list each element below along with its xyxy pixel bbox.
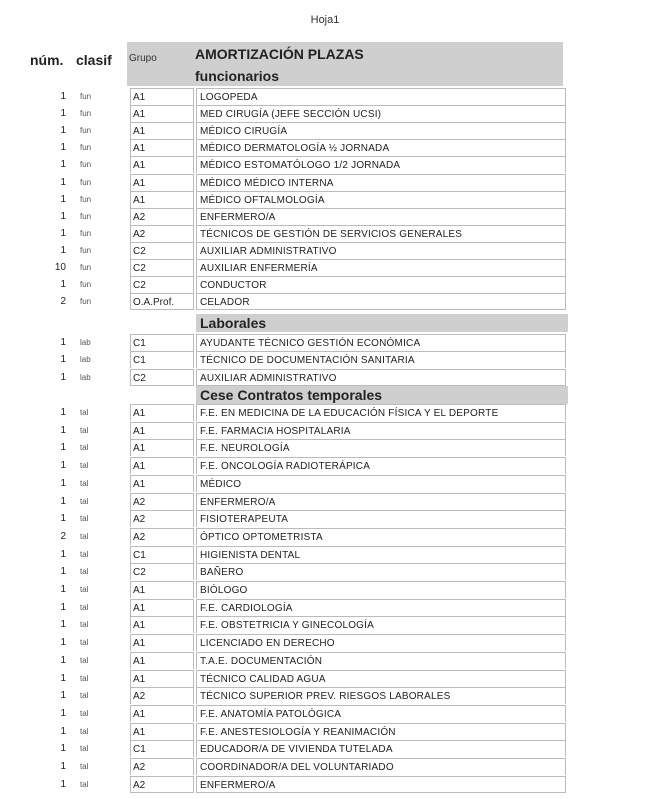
row-grupo: C1 — [130, 351, 194, 368]
table-row — [40, 88, 570, 105]
row-clasif: tal — [80, 461, 89, 471]
row-num: 1 — [60, 513, 66, 525]
row-name: COORDINADOR/A DEL VOLUNTARIADO — [196, 758, 566, 775]
table-row — [40, 369, 570, 386]
row-grupo: C2 — [130, 242, 194, 259]
row-grupo: A1 — [130, 191, 194, 208]
row-clasif: tal — [80, 779, 89, 789]
row-num: 1 — [60, 584, 66, 595]
row-name: AYUDANTE TÉCNICO GESTIÓN ECONÓMICA — [196, 334, 566, 351]
row-grupo: C1 — [130, 546, 194, 563]
table-row — [40, 616, 570, 633]
title-band — [127, 42, 563, 86]
row-name: ÓPTICO OPTOMETRISTA — [196, 528, 566, 545]
row-clasif: tal — [80, 408, 89, 417]
row-num: 1 — [60, 159, 66, 171]
row-num: 1 — [60, 108, 66, 120]
row-grupo: A1 — [130, 88, 194, 105]
row-grupo: A1 — [130, 174, 194, 191]
row-clasif: fun — [80, 280, 92, 290]
row-clasif: tal — [80, 567, 89, 577]
row-num: 10 — [54, 262, 66, 273]
table-row — [40, 242, 570, 259]
row-name: F.E. ANESTESIOLOGÍA Y REANIMACIÓN — [196, 723, 566, 740]
row-name: T.A.E. DOCUMENTACIÓN — [196, 652, 566, 669]
row-grupo: A2 — [130, 758, 194, 775]
table-row — [40, 191, 570, 208]
row-name: MÉDICO — [196, 475, 566, 492]
row-num: 1 — [60, 244, 66, 256]
row-grupo: A1 — [130, 705, 194, 722]
table-row — [40, 174, 570, 191]
table-row — [40, 225, 570, 242]
row-num: 1 — [60, 725, 66, 737]
row-clasif: fun — [80, 92, 92, 101]
row-name: MÉDICO ESTOMATÓLOGO 1/2 JORNADA — [196, 156, 566, 173]
row-grupo: A1 — [130, 634, 194, 651]
row-clasif: tal — [80, 443, 89, 453]
row-clasif: tal — [80, 602, 89, 612]
row-grupo: A1 — [130, 122, 194, 139]
row-name: TÉCNICO DE DOCUMENTACIÓN SANITARIA — [196, 351, 566, 368]
row-clasif: fun — [80, 245, 92, 255]
row-grupo: A1 — [130, 723, 194, 740]
row-name: F.E. FARMACIA HOSPITALARIA — [196, 422, 566, 439]
row-grupo: C2 — [130, 369, 194, 386]
table-title: AMORTIZACIÓN PLAZAS — [195, 46, 364, 62]
table-row — [40, 563, 570, 580]
row-name: MÉDICO OFTALMOLOGÍA — [196, 191, 566, 208]
row-grupo: A1 — [130, 652, 194, 669]
row-name: TÉCNICO SUPERIOR PREV. RIESGOS LABORALES — [196, 687, 566, 704]
table-row — [40, 105, 570, 122]
row-clasif: tal — [80, 585, 89, 594]
row-num: 1 — [60, 601, 66, 613]
row-clasif: tal — [80, 549, 89, 559]
table-row — [40, 493, 570, 510]
row-name: LICENCIADO EN DERECHO — [196, 634, 566, 651]
row-clasif: fun — [80, 126, 92, 136]
row-clasif: fun — [80, 211, 92, 221]
row-clasif: tal — [80, 655, 89, 665]
row-num: 1 — [60, 337, 66, 348]
row-num: 1 — [60, 637, 66, 649]
row-name: TÉCNICOS DE GESTIÓN DE SERVICIOS GENERALES — [196, 225, 566, 242]
row-num: 1 — [60, 424, 66, 436]
row-grupo: A2 — [130, 208, 194, 225]
table-row — [40, 276, 570, 293]
row-grupo: A2 — [130, 510, 194, 527]
table-row — [40, 581, 570, 598]
row-clasif: tal — [80, 620, 89, 630]
row-grupo: A1 — [130, 581, 194, 598]
row-grupo: A1 — [130, 422, 194, 439]
table-row — [40, 404, 570, 421]
row-num: 1 — [60, 407, 66, 418]
row-clasif: fun — [80, 160, 92, 170]
row-name: MÉDICO MÉDICO INTERNA — [196, 174, 566, 191]
table-row — [40, 475, 570, 492]
row-clasif: tal — [80, 638, 89, 648]
column-header-grupo: Grupo — [129, 53, 157, 64]
row-num: 1 — [60, 495, 66, 507]
row-name: MED CIRUGÍA (JEFE SECCIÓN UCSI) — [196, 105, 566, 122]
row-clasif: fun — [80, 228, 92, 238]
row-name: TÉCNICO CALIDAD AGUA — [196, 670, 566, 687]
row-num: 1 — [60, 566, 66, 578]
row-name: F.E. ONCOLOGÍA RADIOTERÁPICA — [196, 457, 566, 474]
row-num: 1 — [60, 442, 66, 454]
row-name: HIGIENISTA DENTAL — [196, 546, 566, 563]
row-grupo: A2 — [130, 687, 194, 704]
row-clasif: fun — [80, 263, 92, 272]
row-clasif: fun — [80, 177, 92, 187]
row-num: 2 — [60, 296, 66, 308]
table-row — [40, 293, 570, 310]
row-grupo: C1 — [130, 334, 194, 351]
row-clasif: lab — [80, 338, 91, 347]
row-clasif: fun — [80, 194, 92, 204]
table-row — [40, 758, 570, 775]
row-grupo: A1 — [130, 457, 194, 474]
row-num: 1 — [60, 672, 66, 684]
table-row — [40, 208, 570, 225]
row-num: 1 — [60, 477, 66, 489]
row-clasif: tal — [80, 762, 89, 771]
row-num: 1 — [60, 548, 66, 560]
row-grupo: C2 — [130, 563, 194, 580]
row-clasif: tal — [80, 496, 89, 506]
row-name: BIÓLOGO — [196, 581, 566, 598]
row-num: 1 — [60, 743, 66, 755]
section-title-funcionarios: funcionarios — [195, 68, 280, 84]
row-grupo: A1 — [130, 156, 194, 173]
row-name: CELADOR — [196, 293, 566, 310]
row-grupo: A1 — [130, 139, 194, 156]
column-header-clasif: clasif — [76, 52, 112, 68]
table-row — [40, 457, 570, 474]
row-num: 1 — [60, 142, 66, 154]
row-num: 1 — [60, 354, 66, 366]
row-num: 1 — [60, 371, 66, 383]
row-name: ENFERMERO/A — [196, 493, 566, 510]
row-name: LOGOPEDA — [196, 88, 566, 105]
row-grupo: C1 — [130, 740, 194, 757]
row-num: 1 — [60, 193, 66, 205]
table-row — [40, 259, 570, 276]
row-clasif: tal — [80, 691, 89, 701]
row-name: F.E. OBSTETRICIA Y GINECOLOGÍA — [196, 616, 566, 633]
row-clasif: fun — [80, 143, 92, 153]
sheet-title: Hoja1 — [310, 14, 340, 26]
table-row — [40, 599, 570, 616]
section-title-laborales: Laborales — [196, 314, 568, 332]
row-clasif: tal — [80, 673, 89, 683]
row-name: AUXILIAR ENFERMERÍA — [196, 259, 566, 276]
row-clasif: fun — [80, 297, 92, 307]
table-row — [40, 634, 570, 651]
row-name: F.E. NEUROLOGÍA — [196, 439, 566, 456]
row-grupo: A1 — [130, 439, 194, 456]
table-row — [40, 139, 570, 156]
row-grupo: A1 — [130, 404, 194, 421]
row-clasif: fun — [80, 109, 92, 119]
row-grupo: A2 — [130, 225, 194, 242]
row-num: 1 — [60, 707, 66, 719]
table-row — [40, 351, 570, 368]
row-grupo: C2 — [130, 259, 194, 276]
table-row — [40, 156, 570, 173]
row-grupo: A2 — [130, 493, 194, 510]
row-num: 1 — [60, 778, 66, 790]
table-row — [40, 723, 570, 740]
row-grupo: A2 — [130, 776, 194, 793]
row-name: AUXILIAR ADMINISTRATIVO — [196, 242, 566, 259]
section-title-cese-contratos: Cese Contratos temporales — [196, 386, 568, 404]
row-clasif: tal — [80, 425, 89, 435]
row-name: AUXILIAR ADMINISTRATIVO — [196, 369, 566, 386]
row-grupo: A1 — [130, 616, 194, 633]
table-row — [40, 422, 570, 439]
table-row — [40, 705, 570, 722]
table-row — [40, 546, 570, 563]
row-num: 1 — [60, 227, 66, 239]
row-num: 1 — [60, 210, 66, 222]
row-grupo: A1 — [130, 475, 194, 492]
row-name: EDUCADOR/A DE VIVIENDA TUTELADA — [196, 740, 566, 757]
table-row — [40, 776, 570, 793]
table-row — [40, 122, 570, 139]
table-row — [40, 670, 570, 687]
row-clasif: tal — [80, 514, 89, 524]
row-grupo: O.A.Prof. — [130, 293, 194, 310]
row-grupo: A1 — [130, 599, 194, 616]
table-row — [40, 687, 570, 704]
row-name: MÉDICO CIRUGÍA — [196, 122, 566, 139]
row-name: F.E. EN MEDICINA DE LA EDUCACIÓN FÍSICA Y EL DEPORTE — [196, 404, 566, 421]
row-num: 1 — [60, 176, 66, 188]
row-name: ENFERMERO/A — [196, 776, 566, 793]
row-num: 1 — [60, 91, 66, 102]
row-num: 1 — [60, 619, 66, 631]
row-num: 1 — [60, 125, 66, 137]
table-row — [40, 652, 570, 669]
table-row — [40, 528, 570, 545]
table-row — [40, 510, 570, 527]
row-name: BAÑERO — [196, 563, 566, 580]
table-row — [40, 334, 570, 351]
row-name: MÉDICO DERMATOLOGÍA ½ JORNADA — [196, 139, 566, 156]
row-clasif: tal — [80, 726, 89, 736]
column-header-num: núm. — [30, 52, 64, 68]
row-clasif: tal — [80, 478, 89, 488]
row-num: 1 — [60, 460, 66, 472]
row-name: CONDUCTOR — [196, 276, 566, 293]
row-num: 1 — [60, 654, 66, 666]
row-num: 1 — [60, 279, 66, 291]
row-grupo: A2 — [130, 528, 194, 545]
row-grupo: A1 — [130, 105, 194, 122]
row-num: 1 — [60, 690, 66, 702]
row-clasif: tal — [80, 708, 89, 718]
row-clasif: lab — [80, 372, 91, 382]
row-clasif: tal — [80, 744, 89, 754]
table-row — [40, 439, 570, 456]
table-row — [40, 740, 570, 757]
row-name: FISIOTERAPEUTA — [196, 510, 566, 527]
row-num: 2 — [60, 530, 66, 542]
row-name: F.E. ANATOMÍA PATOLÓGICA — [196, 705, 566, 722]
row-name: ENFERMERO/A — [196, 208, 566, 225]
row-grupo: A1 — [130, 670, 194, 687]
row-grupo: C2 — [130, 276, 194, 293]
row-num: 1 — [60, 761, 66, 772]
row-name: F.E. CARDIOLOGÍA — [196, 599, 566, 616]
row-clasif: lab — [80, 355, 91, 365]
row-clasif: tal — [80, 531, 89, 541]
